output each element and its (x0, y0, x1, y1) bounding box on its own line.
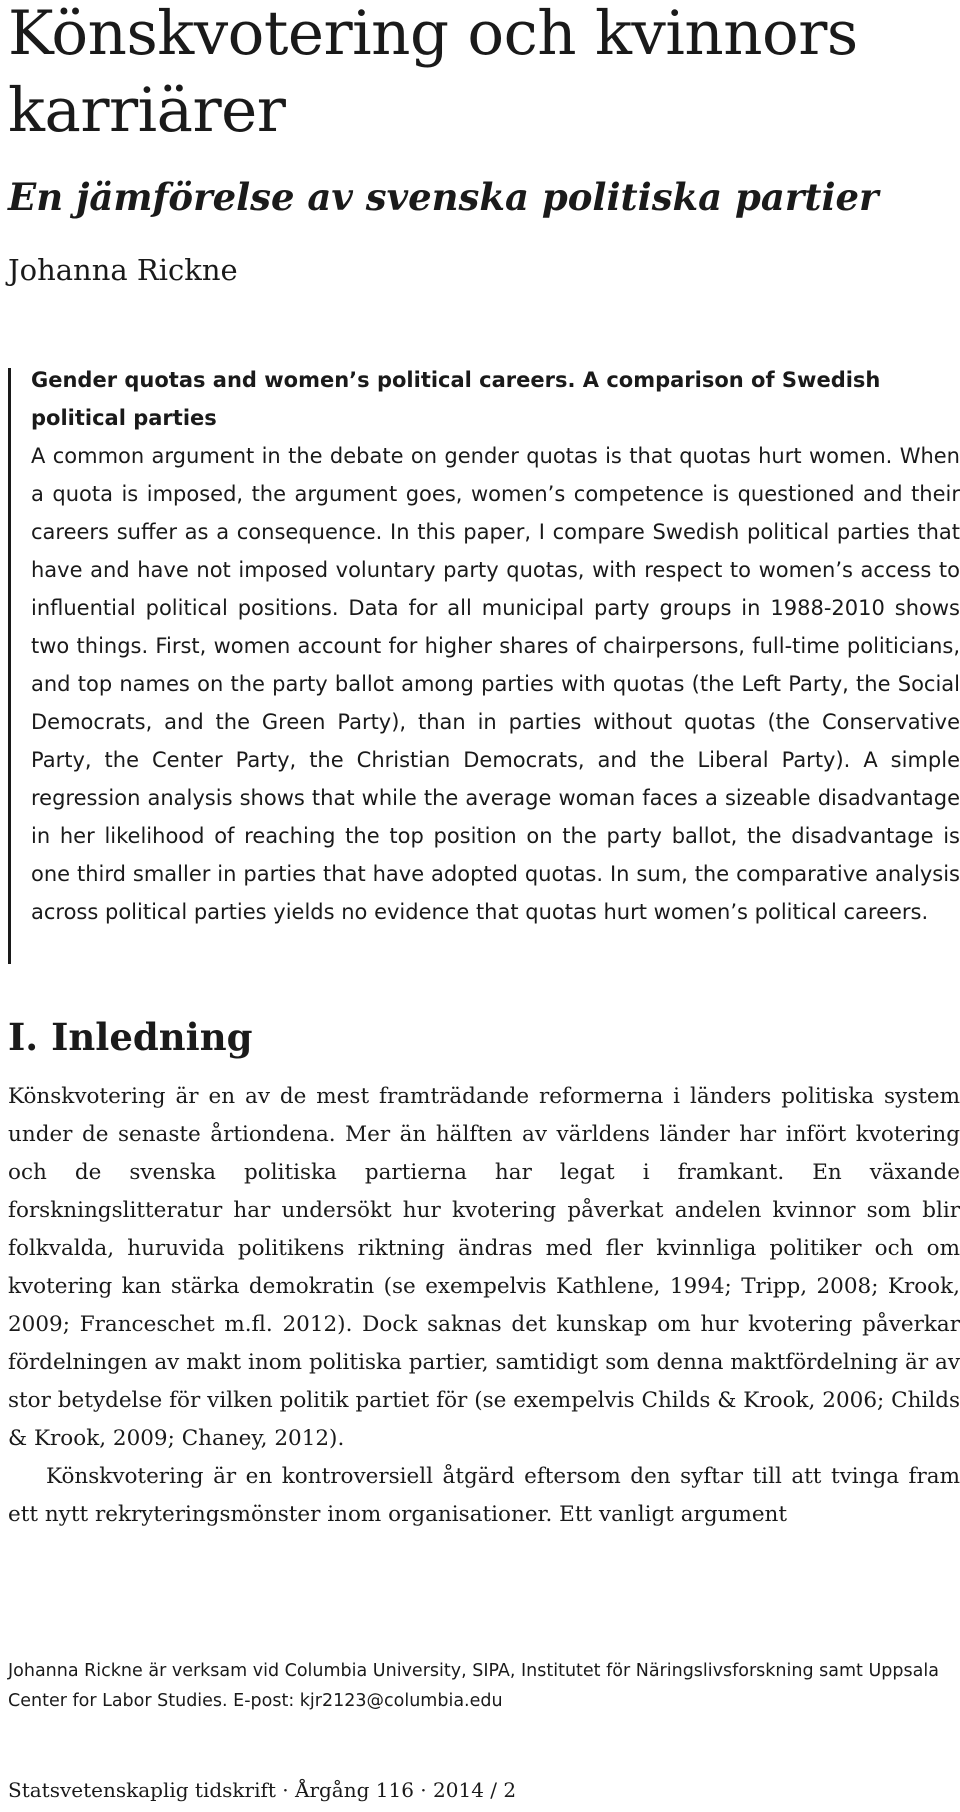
article-title: Könskvotering och kvinnors karriärer (8, 0, 858, 146)
section-heading: I. Inledning (8, 1015, 253, 1059)
abstract-text: A common argument in the debate on gender quotas is that quotas hurt women. When a quota is imposed, the argument goes, women’s competence is questioned and their careers suffer as a consequence. In this paper, I compare Swedish political parties that have and have not imposed voluntary party quotas, with respect to women’s access to influential political positions. Data for all municipal party groups in 1988-2010 shows two things. First, women account for higher shares of chairpersons, full-time politicians, and top names on the party ballot among parties with quotas (the Left Party, the Social Democrats, and the Green Party), than in parties without quotas (the Conservative Party, the Center Party, the Christian Democrats, and the Liberal Party). A simple regression analysis shows that while the average woman faces a sizeable disadvantage in her likelihood of reaching the top position on the party ballot, the disadvantage is one third smaller in parties that have adopted quotas. In sum, the comparative analysis across political parties yields no evidence that quotas hurt women’s political careers. (31, 444, 960, 924)
section-body (8, 1078, 960, 1534)
abstract-block (8, 368, 960, 964)
body-paragraph: Könskvotering är en kontroversiell åtgärd eftersom den syftar till att tvinga fram ett nytt rekryteringsmönster inom organisationer. Ett vanligt argument (8, 1464, 960, 1527)
journal-footer: Statsvetenskaplig tidskrift · Årgång 116 · 2014 / 2 (8, 1778, 517, 1802)
abstract-title: Gender quotas and women’s political careers. A comparison of Swedish political parties (31, 368, 881, 430)
article-subtitle: En jämförelse av svenska politiska partier (8, 175, 879, 219)
article-author: Johanna Rickne (8, 253, 238, 287)
author-footnote: Johanna Rickne är verksam vid Columbia University, SIPA, Institutet för Näringslivsforskning samt Uppsala Center for Labor Studies. E-post: kjr2123@columbia.edu (8, 1661, 939, 1711)
body-paragraph: Könskvotering är en av de mest framträdande reformerna i länders politiska system under de senaste årtiondena. Mer än hälften av världens länder har infört kvotering och de svenska politiska partierna har legat i framkant. En växande forskningslitteratur har undersökt hur kvotering påverkat andelen kvinnor som blir folkvalda, huruvida politikens riktning ändras med fler kvinnliga politiker och om kvotering kan stärka demokratin (se exempelvis Kathlene, 1994; Tripp, 2008; Krook, 2009; Franceschet m.fl. 2012). Dock saknas det kunskap om hur kvotering påverkar fördelningen av makt inom politiska partier, samtidigt som denna maktfördelning är av stor betydelse för vilken politik partiet för (se exempelvis Childs & Krook, 2006; Childs & Krook, 2009; Chaney, 2012). (8, 1084, 960, 1451)
paper-page (8, 0, 960, 1812)
